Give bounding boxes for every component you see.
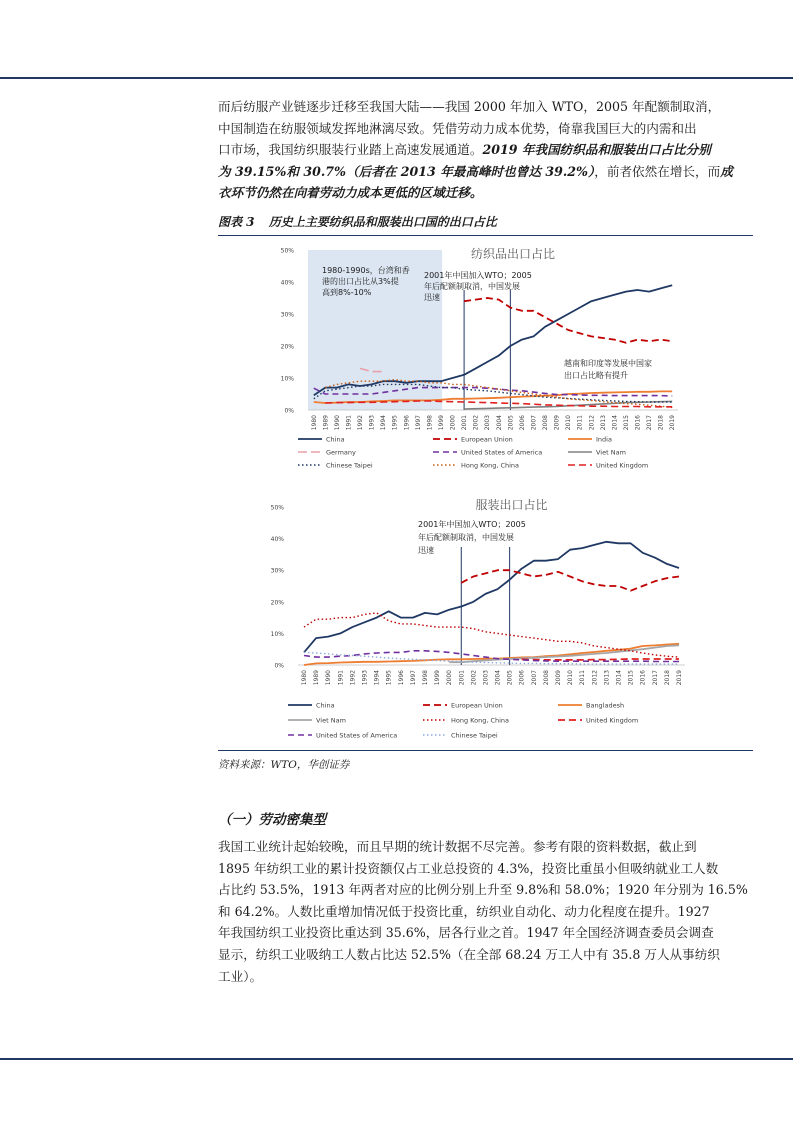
series-line (304, 644, 679, 665)
y-tick-label: 40% (270, 536, 284, 544)
x-tick-label: 2011 (576, 415, 584, 431)
body-line-1: 我国工业统计起始较晚，而且早期的统计数据不尽完善。参考有限的资料数据，截止到 (218, 839, 697, 854)
source-note: 资料来源：WTO，华创证券 (218, 750, 753, 772)
x-tick-label: 1999 (434, 670, 442, 686)
x-tick-label: 2012 (588, 415, 596, 431)
chart-title: 纺织品出口占比 (470, 247, 556, 261)
x-tick-label: 2015 (627, 670, 635, 686)
x-tick-label: 2004 (495, 415, 503, 431)
x-tick-label: 2003 (482, 670, 490, 686)
chart-annotation: 年后配额制取消，中国发展 (418, 533, 514, 542)
x-tick-label: 2014 (611, 415, 619, 431)
x-tick-label: 2001 (458, 670, 466, 686)
x-tick-label: 1997 (409, 670, 417, 686)
x-tick-label: 2017 (646, 415, 654, 431)
x-tick-label: 2002 (470, 670, 478, 686)
x-tick-label: 2000 (449, 415, 457, 431)
y-tick-label: 10% (280, 375, 294, 383)
intro-line-4: ，前者依然在增长，而 (594, 163, 721, 179)
legend-label: United States of America (461, 448, 543, 457)
x-tick-label: 1998 (421, 670, 429, 686)
x-tick-label: 1998 (426, 415, 434, 431)
y-tick-label: 0% (284, 407, 294, 415)
x-tick-label: 1994 (380, 415, 388, 431)
series-line (464, 298, 672, 343)
textile-export-chart (218, 240, 753, 480)
x-tick-label: 1990 (333, 415, 341, 431)
figure-label: 图表 3 (218, 215, 255, 229)
x-tick-label: 1993 (368, 415, 376, 431)
legend-label: Viet Nam (596, 448, 626, 457)
x-tick-label: 2014 (615, 670, 623, 686)
series-line (522, 659, 679, 660)
figure-caption: 历史上主要纺织品和服装出口国的出口占比 (268, 215, 497, 229)
x-tick-label: 1989 (322, 415, 330, 431)
x-tick-label: 2009 (553, 415, 561, 431)
x-tick-label: 2008 (542, 415, 550, 431)
legend-label: Viet Nam (316, 716, 346, 725)
body-line-2: 1895 年纺织工业的累计投资额仅占工业总投资的 4.3%，投资比重虽小但吸纳就业工人数 (218, 860, 719, 876)
x-tick-label: 2007 (530, 415, 538, 431)
y-tick-label: 20% (270, 599, 284, 607)
chart-annotation: 年后配额制取消，中国发展 (424, 282, 520, 291)
x-tick-label: 2013 (603, 670, 611, 686)
x-tick-label: 2009 (555, 670, 563, 686)
x-tick-label: 1980 (310, 415, 318, 431)
legend-label: United Kingdom (586, 716, 639, 725)
intro-line-1: 而后纺服产业链逐步迁移至我国大陆——我国 2000 年加入 WTO，2005 年配额制取消， (218, 99, 721, 114)
x-tick-label: 2000 (446, 670, 454, 686)
x-tick-label: 1995 (391, 415, 399, 431)
y-tick-label: 0% (274, 662, 284, 670)
intro-bold-3: 成 (720, 163, 733, 179)
apparel-export-chart (218, 495, 753, 745)
legend-label: European Union (461, 435, 513, 444)
x-tick-label: 1995 (385, 670, 393, 686)
header-rule (0, 77, 793, 79)
footer-rule (0, 1058, 793, 1060)
chart-annotation: 港的出口占比从3%提 (322, 277, 399, 286)
legend-label: United Kingdom (596, 461, 649, 470)
x-tick-label: 2010 (567, 670, 575, 686)
x-tick-label: 2016 (634, 415, 642, 431)
x-tick-label: 2002 (472, 415, 480, 431)
legend-label: European Union (451, 701, 503, 710)
y-tick-label: 30% (280, 311, 294, 319)
x-tick-label: 1991 (337, 670, 345, 686)
intro-line-3: 口市场，我国纺织服装行业踏上高速发展通道。 (218, 142, 483, 158)
x-tick-label: 1997 (414, 415, 422, 431)
x-tick-label: 1980 (301, 670, 309, 686)
body-line-5: 年我国纺织工业投资比重达到 35.6%，居各行业之首。1947 年全国经济调查委员会调查 (218, 925, 714, 941)
y-tick-label: 40% (280, 279, 294, 287)
x-tick-label: 1999 (437, 415, 445, 431)
chart-annotation: 2001年中国加入WTO；2005 (418, 520, 526, 529)
x-tick-label: 2013 (599, 415, 607, 431)
section-title: （一）劳动密集型 (218, 812, 326, 828)
x-tick-label: 2012 (591, 670, 599, 686)
y-tick-label: 10% (270, 630, 284, 638)
legend-label: China (326, 435, 345, 444)
x-tick-label: 2019 (669, 415, 677, 431)
legend-label: Germany (326, 448, 356, 457)
x-tick-label: 2018 (657, 415, 665, 431)
body-paragraph (218, 836, 753, 987)
x-tick-label: 2006 (518, 670, 526, 686)
intro-bold-2: 为 39.15%和 30.7%（后者在 2013 年最高峰时也曾达 39.2%） (218, 163, 595, 179)
intro-bold-4: 衣环节仍然在向着劳动力成本更低的区域迁移。 (218, 185, 483, 201)
chart-annotation: 迅速 (418, 546, 434, 555)
intro-paragraph (218, 96, 753, 204)
legend-label: China (316, 701, 335, 710)
legend-label: Hong Kong, China (451, 716, 510, 725)
chart-annotation: 越南和印度等发展中国家 (564, 359, 652, 368)
x-tick-label: 2004 (494, 670, 502, 686)
x-tick-label: 2010 (565, 415, 573, 431)
x-tick-label: 1996 (403, 415, 411, 431)
x-tick-label: 1994 (373, 670, 381, 686)
x-tick-label: 2008 (542, 670, 550, 686)
x-tick-label: 1991 (345, 415, 353, 431)
chart-annotation: 迅速 (424, 293, 440, 302)
body-line-7: 工业）。 (218, 968, 263, 984)
y-tick-label: 30% (270, 567, 284, 575)
intro-line-2: 中国制造在纺服领域发挥地淋漓尽致。凭借劳动力成本优势，倚靠我国巨大的内需和出 (218, 120, 697, 136)
x-tick-label: 2015 (622, 415, 630, 431)
x-tick-label: 2011 (579, 670, 587, 686)
y-tick-label: 50% (280, 247, 294, 255)
legend-label: Chinese Taipei (326, 461, 373, 470)
figure-title (218, 213, 753, 236)
x-tick-label: 2003 (484, 415, 492, 431)
intro-bold-1: 2019 年我国纺织品和服装出口占比分别 (482, 142, 711, 158)
x-tick-label: 1992 (357, 415, 365, 431)
x-tick-label: 2001 (461, 415, 469, 431)
body-line-4: 和 64.2%。人数比重增加情况低于投资比重，纺织业自动化、动力化程度在提升。1927 (218, 903, 710, 919)
chart-annotation: 1980-1990s，台湾和香 (322, 266, 410, 275)
x-tick-label: 1989 (313, 670, 321, 686)
series-line (461, 570, 679, 591)
legend-label: Bangladesh (586, 701, 625, 710)
chart-annotation: 出口占比略有提升 (564, 371, 628, 380)
y-tick-label: 20% (280, 343, 294, 351)
legend-label: India (596, 435, 612, 444)
x-tick-label: 2016 (639, 670, 647, 686)
body-line-6: 显示，纺织工业吸纳工人数占比达 52.5%（在全部 68.24 万工人中有 35.8 万人从事纺织 (218, 946, 720, 962)
x-tick-label: 2005 (506, 670, 514, 686)
x-tick-label: 1992 (349, 670, 357, 686)
legend-label: United States of America (316, 731, 398, 740)
x-tick-label: 2018 (663, 670, 671, 686)
x-tick-label: 1993 (361, 670, 369, 686)
x-tick-label: 2017 (651, 670, 659, 686)
chart-annotation: 高到8%-10% (322, 288, 372, 297)
chart-title: 服装出口占比 (475, 498, 548, 512)
x-tick-label: 2006 (518, 415, 526, 431)
legend-label: Hong Kong, China (461, 461, 520, 470)
chart-annotation: 2001年中国加入WTO；2005 (424, 271, 532, 280)
x-tick-label: 1996 (397, 670, 405, 686)
x-tick-label: 1990 (325, 670, 333, 686)
x-tick-label: 2005 (507, 415, 515, 431)
y-tick-label: 50% (270, 504, 284, 512)
x-tick-label: 2019 (675, 670, 683, 686)
body-line-3: 占比约 53.5%，1913 年两者对应的比例分别上升至 9.8%和 58.0%；1920 年分别为 16.5% (218, 882, 748, 898)
legend-label: Chinese Taipei (451, 731, 498, 740)
series-line (304, 542, 679, 653)
x-tick-label: 2007 (530, 670, 538, 686)
